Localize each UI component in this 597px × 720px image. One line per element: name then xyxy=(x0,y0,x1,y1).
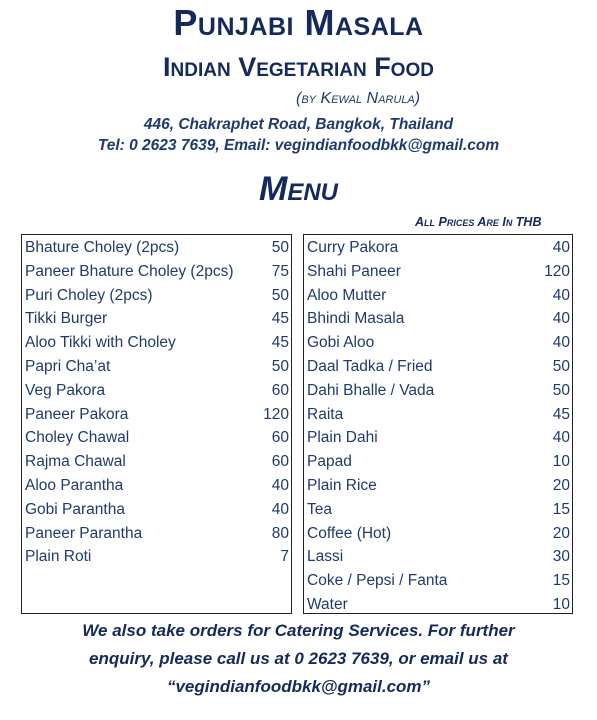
menu-heading: Menu xyxy=(259,170,338,208)
menu-item-price: 40 xyxy=(271,500,289,518)
menu-item-name: Tikki Burger xyxy=(25,310,108,328)
menu-item-name: Plain Dahi xyxy=(307,429,378,447)
menu-item xyxy=(304,236,572,260)
catering-note-line-2: enquiry, please call us at 0 2623 7639, or email us at xyxy=(89,649,508,668)
menu-item-name: Paneer Bhature Choley (2pcs) xyxy=(25,262,234,280)
menu-item-price: 50 xyxy=(271,239,289,256)
menu-item xyxy=(22,236,291,260)
menu-item-price: 30 xyxy=(552,548,570,566)
menu-item-price: 60 xyxy=(271,381,289,399)
menu-item-price: 75 xyxy=(271,262,289,280)
menu-item-name: Puri Choley (2pcs) xyxy=(25,286,153,304)
menu-item-name: Lassi xyxy=(307,548,344,566)
address: 446, Chakraphet Road, Bangkok, Thailand xyxy=(143,116,454,133)
menu-item xyxy=(304,403,572,427)
menu-item-price: 10 xyxy=(552,595,570,613)
menu-item-name: Aloo Mutter xyxy=(307,286,387,304)
menu-item-price: 40 xyxy=(552,286,570,304)
menu-item-price: 7 xyxy=(280,548,289,566)
menu-item xyxy=(22,545,291,569)
menu-item xyxy=(22,307,291,331)
menu-item xyxy=(304,522,572,546)
menu-item-price: 10 xyxy=(552,453,570,471)
menu-item xyxy=(304,450,572,474)
menu-item-name: Paneer Parantha xyxy=(25,524,143,542)
menu-item-price: 15 xyxy=(552,572,570,590)
menu-item-price: 40 xyxy=(552,239,570,256)
menu-item-name: Papad xyxy=(307,453,352,471)
menu-item-price: 80 xyxy=(271,524,289,542)
menu-item-price: 120 xyxy=(544,262,570,280)
restaurant-name: Punjabi Masala xyxy=(173,2,424,43)
menu-item-price: 20 xyxy=(552,524,570,542)
menu-item-name: Raita xyxy=(307,405,344,423)
menu-item-price: 45 xyxy=(271,334,289,352)
menu-item-price: 60 xyxy=(271,429,289,447)
menu-item-name: Coke / Pepsi / Fanta xyxy=(307,572,448,590)
menu-column-left xyxy=(21,234,292,614)
menu-item-name: Dahi Bhalle / Vada xyxy=(307,381,435,399)
menu-item xyxy=(22,260,291,284)
menu-column-right xyxy=(303,234,573,614)
menu-item-name: Coffee (Hot) xyxy=(307,524,392,542)
contact-info: Tel: 0 2623 7639, Email: vegindianfoodbkk@gmail.com xyxy=(97,137,500,154)
menu-item-price: 40 xyxy=(552,429,570,447)
menu-item xyxy=(304,331,572,355)
menu-item-name: Aloo Tikki with Choley xyxy=(25,334,176,352)
menu-item xyxy=(22,498,291,522)
owner-byline: (by Kewal Narula) xyxy=(296,90,421,107)
catering-note-line-1: We also take orders for Catering Services. For further xyxy=(82,621,515,640)
menu-item-price: 40 xyxy=(552,334,570,352)
menu-item-name: Daal Tadka / Fried xyxy=(307,357,433,375)
currency-note: All Prices Are In THB xyxy=(415,215,542,229)
menu-item-name: Gobi Aloo xyxy=(307,334,375,352)
menu-item-price: 50 xyxy=(552,357,570,375)
menu-item xyxy=(304,379,572,403)
menu-item xyxy=(22,426,291,450)
menu-item-price: 60 xyxy=(271,453,289,471)
menu-item-price: 50 xyxy=(271,286,289,304)
menu-item-price: 40 xyxy=(271,476,289,494)
menu-item-price: 45 xyxy=(271,310,289,328)
menu-item-name: Tea xyxy=(307,500,332,518)
menu-item-name: Gobi Parantha xyxy=(25,500,125,518)
menu-item-price: 120 xyxy=(263,405,289,423)
menu-item xyxy=(22,522,291,546)
menu-item xyxy=(22,474,291,498)
menu-item-name: Shahi Paneer xyxy=(307,262,401,280)
menu-item-name: Water xyxy=(307,595,348,613)
menu-item-price: 20 xyxy=(552,476,570,494)
menu-item-name: Plain Roti xyxy=(25,548,92,566)
menu-item xyxy=(304,426,572,450)
catering-email: “vegindianfoodbkk@gmail.com” xyxy=(166,677,431,696)
menu-item-price: 50 xyxy=(552,381,570,399)
menu-item-price: 15 xyxy=(552,500,570,518)
menu-item-name: Aloo Parantha xyxy=(25,476,124,494)
menu-item-name: Paneer Pakora xyxy=(25,405,129,423)
menu-item-name: Veg Pakora xyxy=(25,381,106,399)
menu-item-name: Bhature Choley (2pcs) xyxy=(25,239,180,256)
menu-item-price: 50 xyxy=(271,357,289,375)
menu-item xyxy=(304,545,572,569)
menu-item xyxy=(304,355,572,379)
menu-item-price: 40 xyxy=(552,310,570,328)
menu-item xyxy=(304,569,572,593)
menu-item xyxy=(22,379,291,403)
menu-item xyxy=(22,450,291,474)
menu-item xyxy=(304,260,572,284)
menu-item xyxy=(22,403,291,427)
menu-item-name: Papri Cha’at xyxy=(25,357,111,375)
menu-item-name: Curry Pakora xyxy=(307,239,399,256)
menu-item xyxy=(304,498,572,522)
menu-item xyxy=(304,307,572,331)
menu-item xyxy=(304,593,572,617)
menu-item-name: Bhindi Masala xyxy=(307,310,405,328)
menu-item-name: Choley Chawal xyxy=(25,429,130,447)
menu-item xyxy=(22,284,291,308)
menu-item-name: Rajma Chawal xyxy=(25,453,126,471)
menu-item xyxy=(22,331,291,355)
menu-item-price: 45 xyxy=(552,405,570,423)
restaurant-tagline: Indian Vegetarian Food xyxy=(163,52,434,82)
menu-item xyxy=(304,474,572,498)
menu-item xyxy=(22,355,291,379)
menu-item xyxy=(304,284,572,308)
menu-item-name: Plain Rice xyxy=(307,476,377,494)
